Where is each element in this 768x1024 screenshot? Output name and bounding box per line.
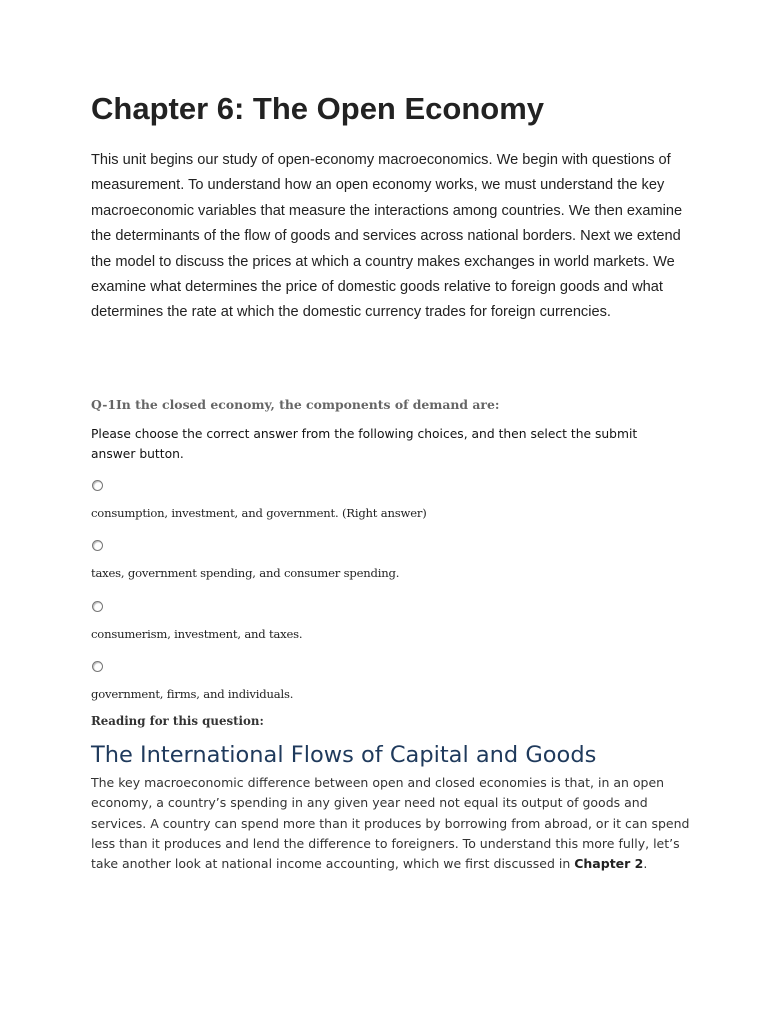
intro-paragraph: This unit begins our study of open-economy macroeconomics. We begin with questions of measurement. To understand how an open economy works, we must understand the key macroeconomic variables that measure the interactions among countries. We then examine the determinants of the flow of goods and services across national borders. Next we extend the model to discuss the prices at which a country makes exchanges in world markets. We examine what determines the price of domestic goods relative to foreign goods and what determines the rate at which the domestic currency trades for foreign currencies. <box>91 152 683 321</box>
question-instructions: Please choose the correct answer from the following choices, and then select the submit answer button. <box>91 427 638 461</box>
section-body-end: . <box>643 856 648 872</box>
choice-text-1[interactable]: consumption, investment, and government. (Right answer) <box>91 506 427 520</box>
choice-radio-4[interactable] <box>92 661 103 672</box>
choice-radio-1[interactable] <box>92 480 103 491</box>
chapter-reference: Chapter 2 <box>574 856 644 872</box>
choice-text-3[interactable]: consumerism, investment, and taxes. <box>91 627 303 641</box>
chapter-title: Chapter 6: The Open Economy <box>91 91 545 126</box>
choice-radio-2[interactable] <box>92 540 103 551</box>
section-body <box>91 773 691 874</box>
section-body-text: The key macroeconomic difference between open and closed economies is that, in an open economy, a country’s spending in any given year need not equal its output of goods and services. A country can spend more than it produces by borrowing from abroad, or it can spend less than it produces and lend the difference to foreigners. To understand this more fully, let’s take another look at national income accounting, which we first discussed in <box>91 775 690 872</box>
choice-text-2[interactable]: taxes, government spending, and consumer spending. <box>91 566 400 580</box>
choice-radio-3[interactable] <box>92 601 103 612</box>
reading-label: Reading for this question: <box>91 714 264 728</box>
question-label: Q-1In the closed economy, the components of demand are: <box>91 397 500 412</box>
choice-text-4[interactable]: government, firms, and individuals. <box>91 687 294 701</box>
section-heading: The International Flows of Capital and Goods <box>91 742 597 768</box>
